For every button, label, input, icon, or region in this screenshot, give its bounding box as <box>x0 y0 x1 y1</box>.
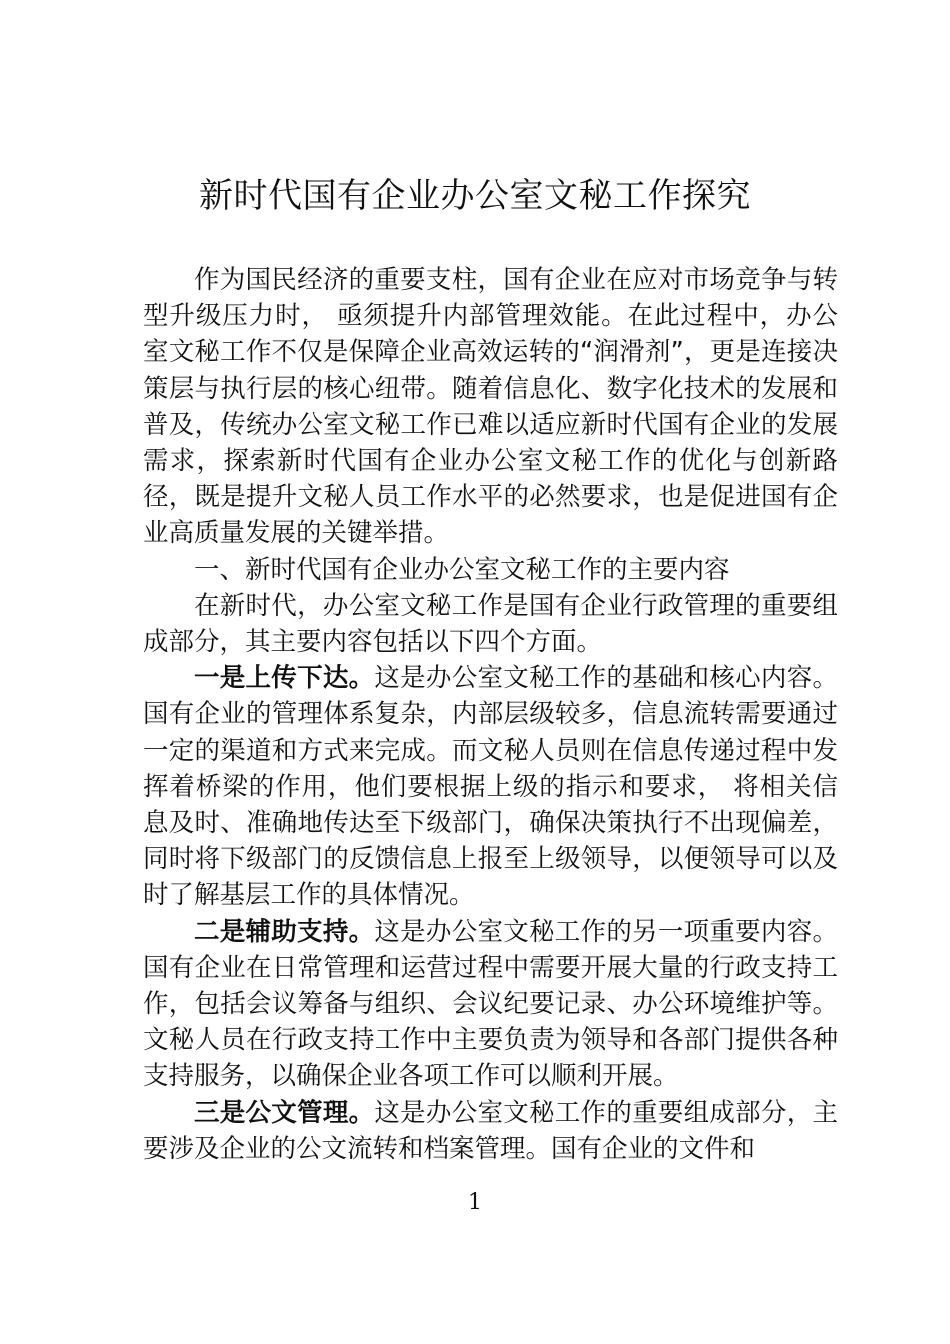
point-two-lead: 二是辅助支持。 <box>194 916 375 947</box>
document-title: 新时代国有企业办公室文秘工作探究 <box>199 176 751 216</box>
point-two-text: 这是办公室文秘工作的另一项重要内容。国有企业在日常管理和运营过程中需要开展大量的行政支持工作，包括会议筹备与组织、会议纪要记录、办公环境维护等。文秘人员在行政支持工作中主要负责为领导和各部门提供各种支持服务，以确保企业各项工作可以顺利开展。 <box>143 916 838 1092</box>
point-three-text: 这是办公室文秘工作的重要组成部分，主要涉及企业的公文流转和档案管理。国有企业的文件和 <box>143 1097 838 1164</box>
intro-paragraph: 作为国民经济的重要支柱，国有企业在应对市场竞争与转型升级压力时， 亟须提升内部管理效能。在此过程中，办公室文秘工作不仅是保障企业高效运转的“润滑剂”，更是连接决策层与执行层的核心纽带。随着信息化、数字化技术的发展和普及，传统办公室文秘工作已难以适应新时代国有企业的发展需求，探索新时代国有企业办公室文秘工作的优化与创新路径，既是提升文秘人员工作水平的必然要求，也是促进国有企业高质量发展的关键举措。 <box>143 265 838 549</box>
section-intro-paragraph: 在新时代，办公室文秘工作是国有企业行政管理的重要组成部分，其主要内容包括以下四个方面。 <box>143 590 838 658</box>
page-number: 1 <box>468 1190 482 1215</box>
point-two-paragraph <box>143 914 838 1095</box>
document-body <box>143 262 838 1167</box>
point-three-paragraph <box>143 1095 838 1167</box>
section-heading: 一、新时代国有企业办公室文秘工作的主要内容 <box>194 554 730 585</box>
point-one-text: 这是办公室文秘工作的基础和核心内容。国有企业的管理体系复杂，内部层级较多，信息流转需要通过一定的渠道和方式来完成。而文秘人员则在信息传递过程中发挥着桥梁的作用，他们要根据上级的指示和要求， 将相关信息及时、准确地传达至下级部门，确保决策执行不出现偏差，同时将下级部门的反馈信息上报至上级领导，以便领导可以及时了解基层工作的具体情况。 <box>143 663 838 911</box>
point-three-lead: 三是公文管理。 <box>194 1097 375 1128</box>
point-one-lead: 一是上传下达。 <box>194 663 375 694</box>
point-one-paragraph <box>143 660 838 913</box>
